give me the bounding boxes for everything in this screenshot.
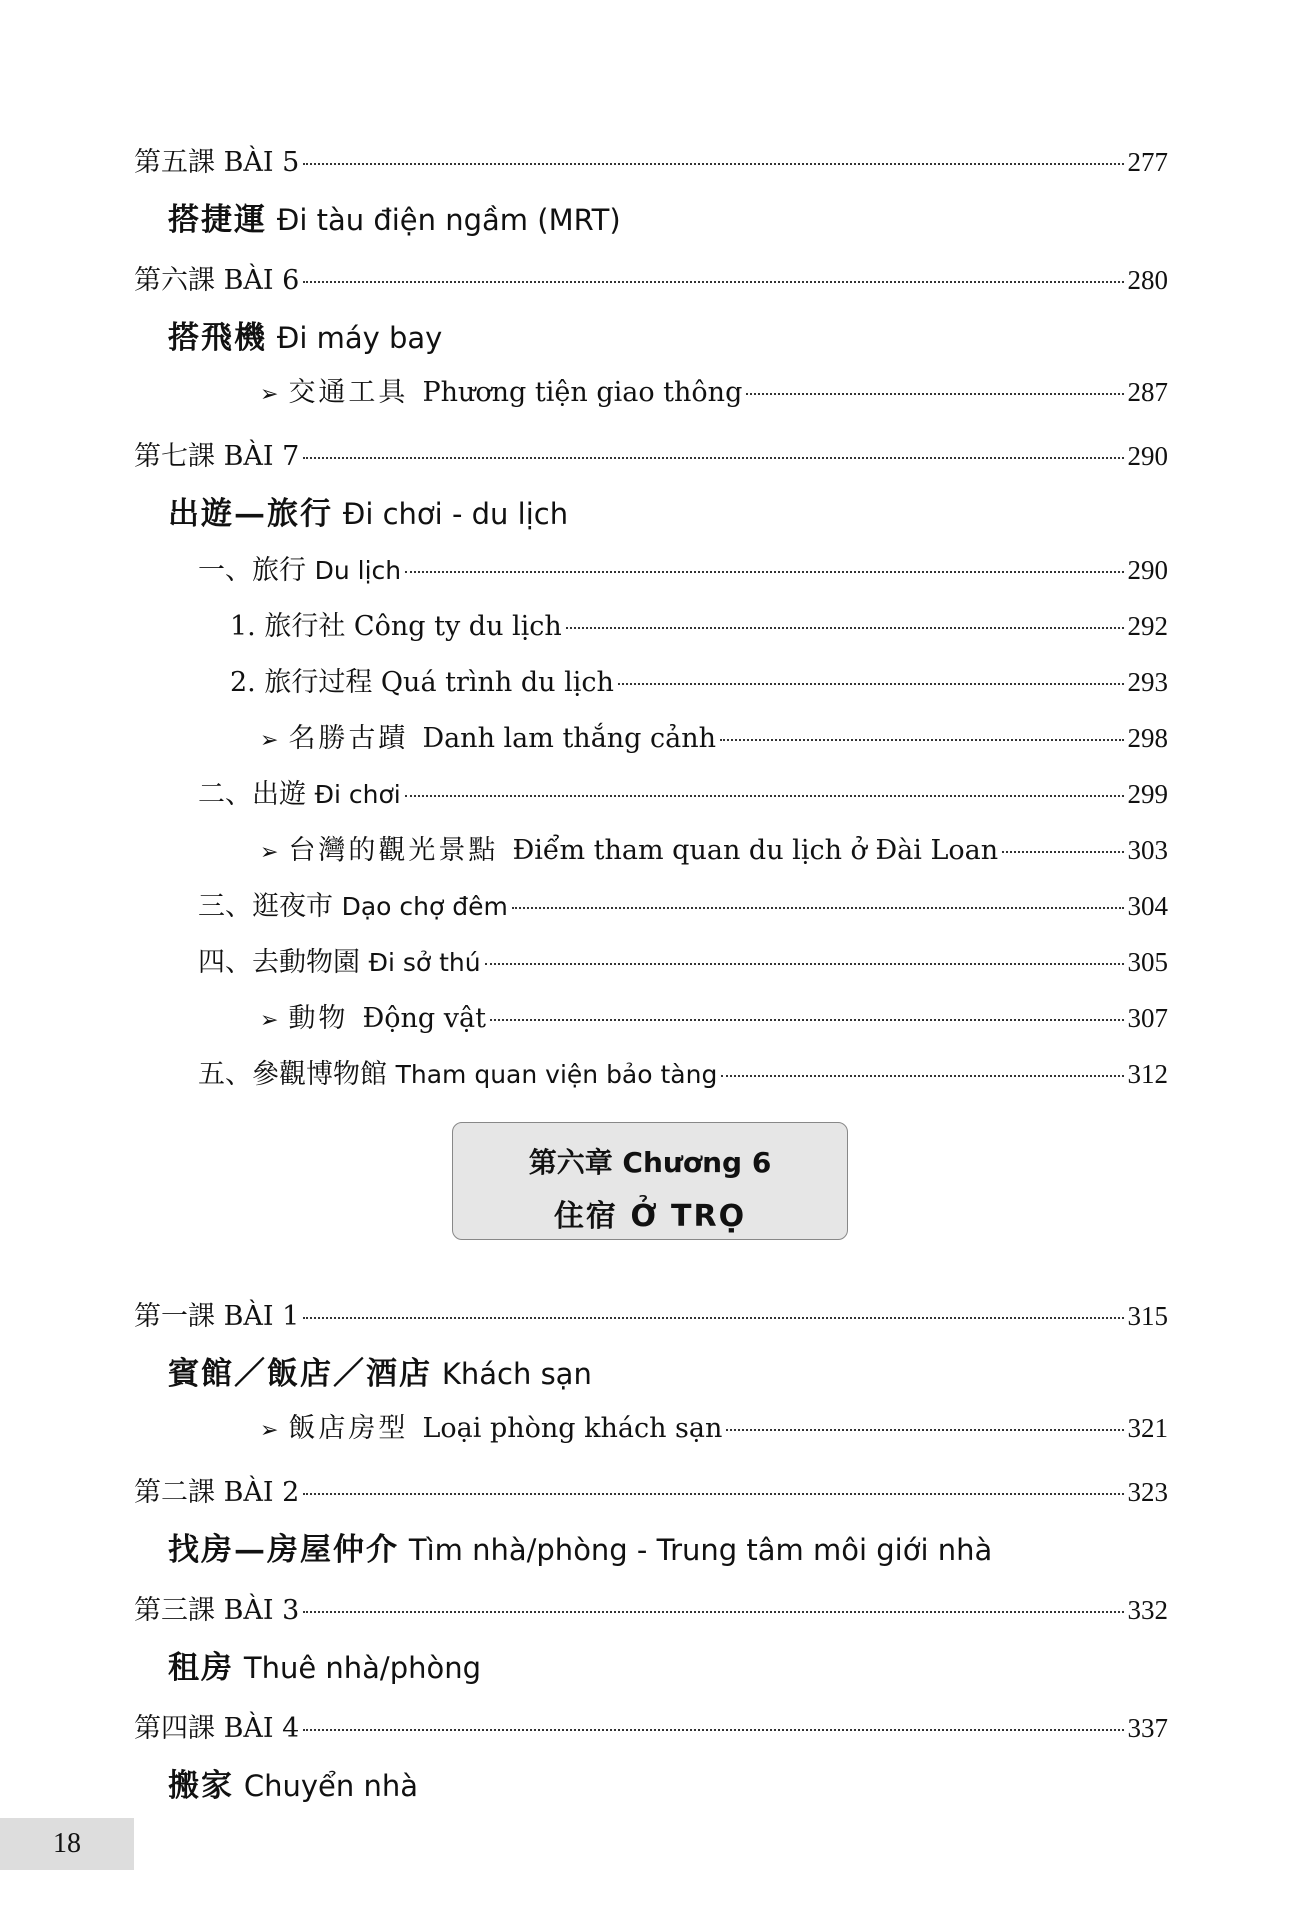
lesson-title bbox=[168, 1642, 481, 1687]
page-ref: 287 bbox=[1127, 377, 1168, 407]
chapter-heading-box bbox=[452, 1122, 848, 1240]
page-ref: 290 bbox=[1127, 441, 1168, 471]
page-ref: 298 bbox=[1127, 723, 1168, 753]
lesson-label: 第一課 BÀI 1 bbox=[134, 1301, 300, 1332]
dot-leader bbox=[303, 163, 1123, 165]
page-ref: 293 bbox=[1127, 667, 1168, 697]
dot-leader bbox=[726, 1429, 1123, 1431]
lesson-title bbox=[168, 1348, 592, 1393]
dot-leader bbox=[405, 795, 1124, 797]
arrow-bullet-icon: ➢ bbox=[260, 1008, 279, 1033]
bullet-zh: 名勝古蹟 bbox=[288, 723, 409, 754]
toc-lesson-2[interactable] bbox=[134, 1470, 1168, 1509]
dot-leader bbox=[303, 281, 1123, 283]
lesson-title-vi: Tìm nhà/phòng - Trung tâm môi giới nhà bbox=[408, 1533, 993, 1567]
toc-section[interactable] bbox=[198, 1052, 1168, 1091]
lesson-label: 第五課 BÀI 5 bbox=[134, 147, 300, 178]
lesson-title-vi: Khách sạn bbox=[441, 1357, 592, 1391]
lesson-title-vi: Thuê nhà/phòng bbox=[243, 1651, 482, 1685]
lesson-title bbox=[168, 312, 442, 357]
bullet-vi: Danh lam thắng cảnh bbox=[422, 723, 717, 754]
page-ref: 307 bbox=[1127, 1003, 1168, 1033]
dot-leader bbox=[746, 393, 1123, 395]
page-ref: 305 bbox=[1127, 947, 1168, 977]
lesson-label: 第二課 BÀI 2 bbox=[134, 1477, 300, 1508]
section-label: 一、旅行 bbox=[198, 555, 306, 586]
lesson-title-zh: 搬家 bbox=[168, 1768, 234, 1804]
toc-bullet-item[interactable] bbox=[260, 996, 1168, 1035]
section-vi: Tham quan viện bảo tàng bbox=[395, 1060, 718, 1089]
lesson-label: 第三課 BÀI 3 bbox=[134, 1595, 300, 1626]
page-ref: 304 bbox=[1127, 891, 1168, 921]
arrow-bullet-icon: ➢ bbox=[260, 1418, 279, 1443]
bullet-vi: Loại phòng khách sạn bbox=[422, 1413, 723, 1444]
dot-leader bbox=[512, 907, 1124, 909]
lesson-title-zh: 租房 bbox=[168, 1650, 234, 1686]
lesson-title-vi: Chuyển nhà bbox=[243, 1769, 419, 1803]
lesson-title-zh: 出遊—旅行 bbox=[168, 496, 333, 532]
section-vi: Du lịch bbox=[314, 556, 402, 585]
dot-leader bbox=[618, 683, 1124, 685]
dot-leader bbox=[721, 1075, 1123, 1077]
lesson-title-zh: 搭飛機 bbox=[168, 320, 267, 356]
toc-lesson-5[interactable] bbox=[134, 140, 1168, 179]
subsection-label: 1. 旅行社 Công ty du lịch bbox=[230, 611, 562, 642]
arrow-bullet-icon: ➢ bbox=[260, 840, 279, 865]
lesson-title bbox=[168, 1760, 418, 1805]
lesson-title-vi: Đi chơi - du lịch bbox=[342, 497, 569, 531]
dot-leader bbox=[720, 739, 1123, 741]
page-ref: 292 bbox=[1127, 611, 1168, 641]
toc-subsection[interactable] bbox=[230, 604, 1168, 643]
subsection-label: 2. 旅行过程 Quá trình du lịch bbox=[230, 667, 614, 698]
lesson-title bbox=[168, 194, 621, 239]
section-vi: Dạo chợ đêm bbox=[341, 892, 508, 921]
toc-section[interactable] bbox=[198, 548, 1168, 587]
dot-leader bbox=[485, 963, 1124, 965]
toc-lesson-1[interactable] bbox=[134, 1294, 1168, 1333]
section-vi: Đi chơi bbox=[314, 780, 401, 809]
lesson-title-zh: 找房—房屋仲介 bbox=[168, 1532, 399, 1568]
dot-leader bbox=[490, 1019, 1124, 1021]
dot-leader bbox=[1002, 851, 1123, 853]
dot-leader bbox=[303, 1493, 1123, 1495]
bullet-vi: Phương tiện giao thông bbox=[422, 377, 743, 408]
lesson-label: 第六課 BÀI 6 bbox=[134, 265, 300, 296]
toc-bullet-item[interactable] bbox=[260, 716, 1168, 755]
dot-leader bbox=[303, 457, 1123, 459]
toc-section[interactable] bbox=[198, 772, 1168, 811]
section-label: 三、逛夜市 bbox=[198, 891, 333, 922]
toc-section[interactable] bbox=[198, 884, 1168, 923]
page-ref: 323 bbox=[1127, 1477, 1168, 1507]
dot-leader bbox=[303, 1317, 1123, 1319]
page-number: 18 bbox=[0, 1818, 134, 1870]
dot-leader bbox=[303, 1611, 1123, 1613]
page-ref: 321 bbox=[1127, 1413, 1168, 1443]
lesson-title-vi: Đi máy bay bbox=[276, 321, 443, 355]
lesson-title bbox=[168, 488, 568, 533]
toc-lesson-3[interactable] bbox=[134, 1588, 1168, 1627]
arrow-bullet-icon: ➢ bbox=[260, 382, 279, 407]
page-ref: 299 bbox=[1127, 779, 1168, 809]
toc-bullet-item[interactable] bbox=[260, 370, 1168, 409]
dot-leader bbox=[303, 1729, 1123, 1731]
section-label: 五、參觀博物館 bbox=[198, 1059, 387, 1090]
toc-lesson-6[interactable] bbox=[134, 258, 1168, 297]
bullet-zh: 交通工具 bbox=[288, 377, 409, 408]
toc-section[interactable] bbox=[198, 940, 1168, 979]
chapter-title: 住宿 Ở TRỌ bbox=[553, 1199, 747, 1234]
toc-bullet-item[interactable] bbox=[260, 828, 1168, 867]
chapter-number: 第六章 Chương 6 bbox=[528, 1146, 772, 1179]
toc-lesson-7[interactable] bbox=[134, 434, 1168, 473]
page-ref: 290 bbox=[1127, 555, 1168, 585]
page-ref: 280 bbox=[1127, 265, 1168, 295]
lesson-title-vi: Đi tàu điện ngầm (MRT) bbox=[276, 203, 621, 237]
page-ref: 277 bbox=[1127, 147, 1168, 177]
page-ref: 315 bbox=[1127, 1301, 1168, 1331]
lesson-title-zh: 搭捷運 bbox=[168, 202, 267, 238]
lesson-title bbox=[168, 1524, 992, 1569]
section-label: 四、去動物園 bbox=[198, 947, 360, 978]
dot-leader bbox=[566, 627, 1124, 629]
arrow-bullet-icon: ➢ bbox=[260, 728, 279, 753]
bullet-zh: 動物 bbox=[288, 1003, 349, 1034]
page-ref: 332 bbox=[1127, 1595, 1168, 1625]
bullet-vi: Điểm tham quan du lịch ở Đài Loan bbox=[512, 835, 999, 866]
lesson-label: 第四課 BÀI 4 bbox=[134, 1713, 300, 1744]
page-ref: 312 bbox=[1127, 1059, 1168, 1089]
section-vi: Đi sở thú bbox=[368, 948, 481, 977]
lesson-title-zh: 賓館／飯店／酒店 bbox=[168, 1356, 432, 1392]
section-label: 二、出遊 bbox=[198, 779, 306, 810]
bullet-vi: Động vật bbox=[362, 1003, 486, 1034]
lesson-label: 第七課 BÀI 7 bbox=[134, 441, 300, 472]
page-ref: 303 bbox=[1127, 835, 1168, 865]
dot-leader bbox=[405, 571, 1123, 573]
toc-lesson-4[interactable] bbox=[134, 1706, 1168, 1745]
toc-subsection[interactable] bbox=[230, 660, 1168, 699]
page-ref: 337 bbox=[1127, 1713, 1168, 1743]
toc-bullet-item[interactable] bbox=[260, 1406, 1168, 1445]
bullet-zh: 台灣的觀光景點 bbox=[288, 835, 499, 866]
bullet-zh: 飯店房型 bbox=[288, 1413, 409, 1444]
